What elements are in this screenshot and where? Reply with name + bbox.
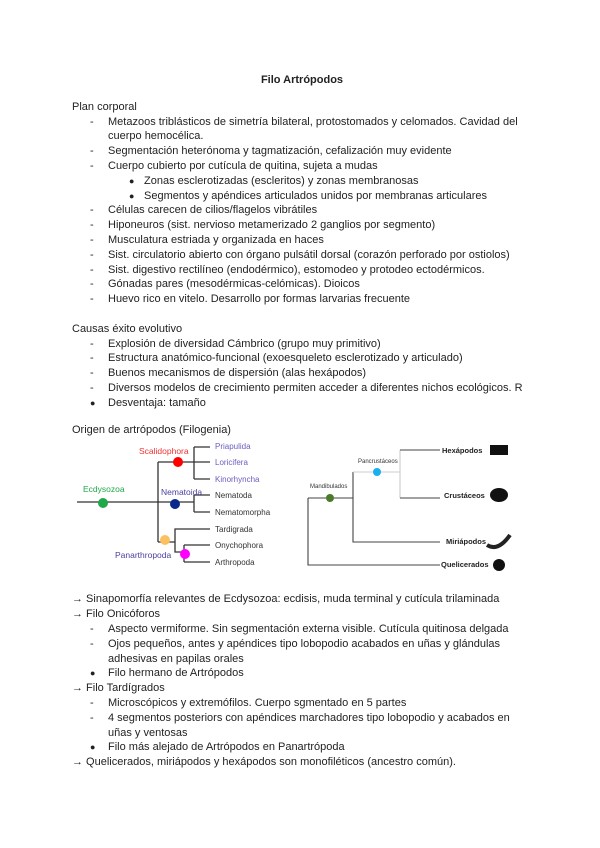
list-bullet: ● Filo más alejado de Artrópodos en Panartrópoda [90, 741, 345, 754]
list-item: - Diversos modelos de crecimiento permiten acceder a diferentes nichos ecológicos. R [90, 381, 523, 394]
tree-leaf: Miriápodos [446, 537, 487, 547]
svg-text:Arthropoda: Arthropoda [215, 558, 255, 568]
list-item: - Metazoos triblásticos de simetría bilateral, protostomados y celomados. Cavidad del cuerpo hemocélica. [90, 115, 518, 143]
page-title: Filo Artrópodos [260, 74, 344, 86]
ecdysozoa-node-icon [98, 498, 108, 508]
list-subitem: ● Zonas esclerotizadas (escleritos) y zonas membranosas [129, 174, 419, 187]
list-item: - Cuerpo cubierto por cutícula de quitina, sujeta a mudas [90, 159, 378, 172]
list-item: - 4 segmentos posteriors con apéndices marchadores tipo lobopodio y acabados en uñas y ventosas [90, 711, 510, 739]
list-item: - Ojos pequeños, antes y apéndices tipo lobopodio acabados en uñas y glándulas adhesivas en papilas orales [90, 637, 501, 665]
tree-label: Mandibulados [310, 484, 348, 491]
tree-label: Panarthropoda [115, 550, 172, 561]
list-item: - Estructura anatómico-funcional (exoesqueleto esclerotizado y articulado) [90, 352, 463, 365]
tree-leaf: Crustáceos [444, 491, 485, 501]
list-item: - Sist. digestivo rectilíneo (endodérmico), estomodeo y protodeo ectodérmicos. [90, 263, 485, 276]
panarthropoda-node-icon [160, 535, 170, 545]
mandibulados-node-icon [326, 494, 334, 502]
svg-text:Onychophora: Onychophora [215, 541, 264, 551]
svg-text:Tardigrada: Tardigrada [215, 525, 253, 535]
centipede-icon [487, 535, 510, 547]
arthropoda-node-icon [180, 549, 190, 559]
tree-label: Scalidophora [139, 446, 189, 457]
tree-label: Nematoida [161, 487, 203, 498]
list-item: - Microscópicos y extremófilos. Cuerpo sgmentado en 5 partes [90, 696, 407, 709]
section-heading: Origen de artrópodos (Filogenia) [72, 423, 231, 436]
list-bullet: ● Filo hermano de Artrópodos [90, 667, 244, 680]
list-item: - Hiponeuros (sist. nervioso metamerizado 2 ganglios por segmento) [90, 219, 436, 232]
paragraph: → Sinapomorfía relevantes de Ecdysozoa: ecdisis, muda terminal y cutícula trilaminada [72, 593, 500, 606]
arthropoda-tree [300, 437, 530, 582]
crab-icon [490, 488, 508, 502]
section-heading: → Filo Onicóforos [72, 608, 161, 621]
paragraph: → Quelicerados, miriápodos y hexápodos son monofiléticos (ancestro común). [72, 756, 456, 769]
svg-text:Loricifera: Loricifera [215, 458, 248, 468]
list-item: - Musculatura estriada y organizada en haces [90, 233, 324, 246]
svg-text:Priapulida: Priapulida [215, 442, 251, 452]
tree-leaf: Hexápodos [442, 446, 483, 456]
ecdysozoa-tree [72, 437, 302, 572]
phylogeny-figures [0, 437, 600, 592]
list-item: - Gónadas pares (mesodérmicas-celómicas). Dioicos [90, 278, 360, 291]
pancrustaceos-node-icon [373, 468, 381, 476]
list-item: - Células carecen de cilios/flagelos vibrátiles [90, 204, 318, 217]
list-item: - Buenos mecanismos de dispersión (alas hexápodos) [90, 367, 367, 380]
list-item: - Segmentación heterónoma y tagmatización, cefalización muy evidente [90, 145, 452, 158]
insect-icon [490, 445, 508, 455]
svg-text:Nematomorpha: Nematomorpha [215, 508, 271, 518]
section-heading: Causas éxito evolutivo [72, 322, 183, 335]
spider-icon [493, 559, 505, 571]
tree-leaf: Quelicerados [441, 560, 489, 570]
list-bullet: ● Desventaja: tamaño [90, 396, 206, 409]
nematoida-node-icon [170, 499, 180, 509]
svg-text:Nematoda: Nematoda [215, 491, 252, 501]
scalidophora-node-icon [173, 457, 183, 467]
tree-label: Ecdysozoa [83, 484, 125, 495]
svg-text:Kinorhyncha: Kinorhyncha [215, 475, 260, 485]
list-item: - Huevo rico en vitelo. Desarrollo por formas larvarias frecuente [90, 293, 411, 306]
section-heading: Plan corporal [72, 100, 137, 113]
list-item: - Explosión de diversidad Cámbrico (grupo muy primitivo) [90, 337, 381, 350]
tree-leaves [215, 442, 271, 567]
tree-label: Pancrustáceos [358, 459, 398, 466]
list-subitem: ● Segmentos y apéndices articulados unidos por membranas articulares [129, 189, 488, 202]
list-item: - Sist. circulatorio abierto con órgano pulsátil dorsal (corazón perforado por ostiolos) [90, 248, 510, 261]
list-item: - Aspecto vermiforme. Sin segmentación externa visible. Cutícula quitinosa delgada [90, 622, 509, 635]
section-heading: → Filo Tardígrados [72, 682, 165, 695]
